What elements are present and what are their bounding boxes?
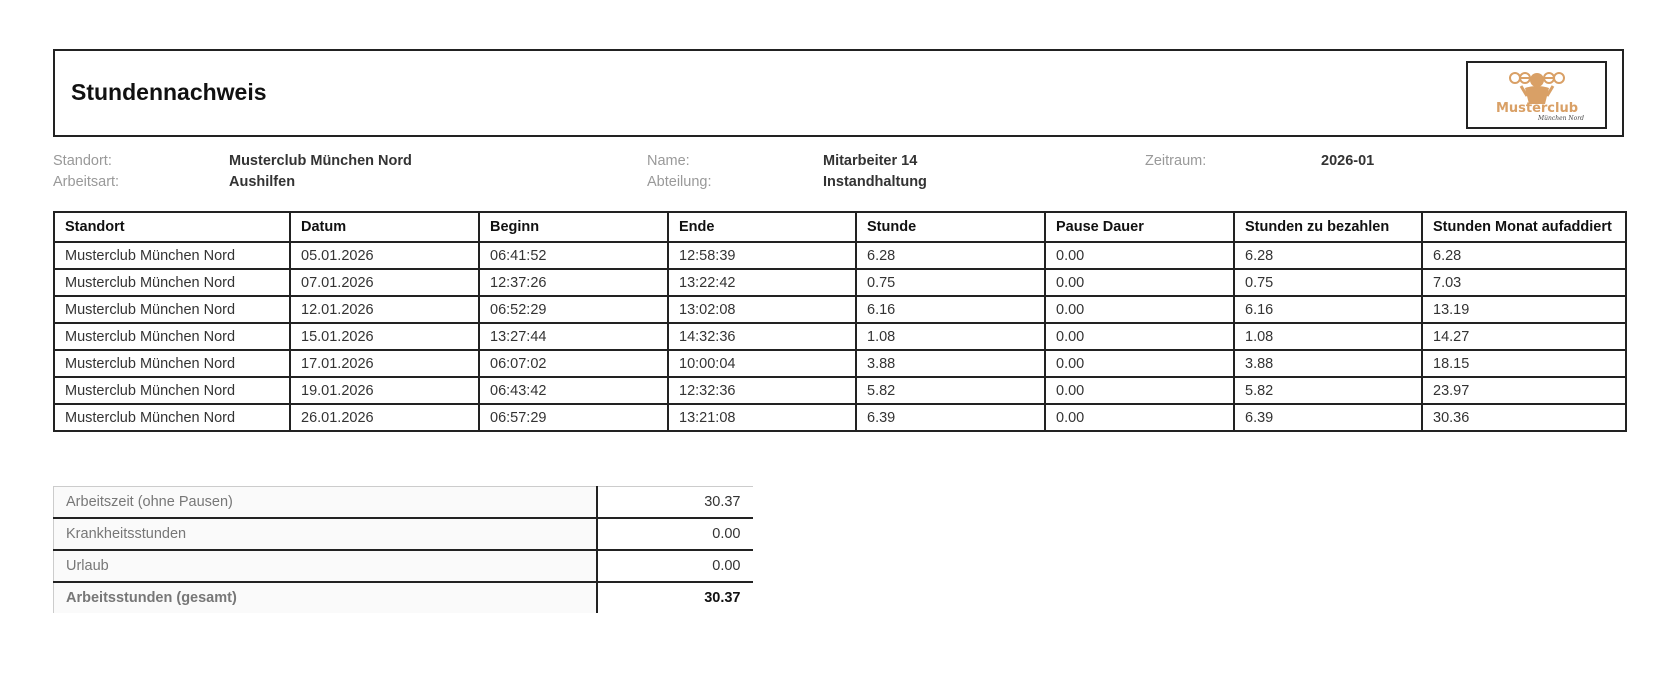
summary-row [54,550,753,582]
summary-label: Arbeitszeit (ohne Pausen) [54,487,597,519]
table-cell: 6.39 [1234,404,1422,431]
table-cell: 14.27 [1422,323,1626,350]
table-row [54,404,1626,431]
table-cell: 06:52:29 [479,296,668,323]
table-cell: 0.00 [1045,269,1234,296]
table-cell: 12.01.2026 [290,296,479,323]
table-cell: Musterclub München Nord [54,377,290,404]
summary-row [54,518,753,550]
table-cell: 18.15 [1422,350,1626,377]
table-cell: 0.75 [856,269,1045,296]
table-cell: 30.36 [1422,404,1626,431]
column-header-stunden-zu-bezahlen: Stunden zu bezahlen [1234,212,1422,242]
table-cell: 0.00 [1045,242,1234,269]
table-cell: 5.82 [1234,377,1422,404]
column-header-stunden-monat-aufaddiert: Stunden Monat aufaddiert [1422,212,1626,242]
table-cell: 0.00 [1045,350,1234,377]
table-cell: Musterclub München Nord [54,296,290,323]
table-cell: 7.03 [1422,269,1626,296]
table-cell: 13:22:42 [668,269,856,296]
arbeitsart-value: Aushilfen [229,174,296,190]
table-cell: 17.01.2026 [290,350,479,377]
svg-text:München Nord: München Nord [1537,115,1584,122]
table-cell: 6.39 [856,404,1045,431]
column-header-pause-dauer: Pause Dauer [1045,212,1234,242]
club-logo [1466,61,1607,129]
table-cell: 6.16 [856,296,1045,323]
summary-total-row [54,582,753,613]
name-value: Mitarbeiter 14 [823,153,918,169]
table-cell: Musterclub München Nord [54,404,290,431]
summary-row [54,487,753,519]
abteilung-value: Instandhaltung [823,174,927,190]
zeitraum-value: 2026-01 [1321,153,1375,169]
column-header-stunde: Stunde [856,212,1045,242]
table-cell: 0.75 [1234,269,1422,296]
table-row [54,350,1626,377]
table-cell: 13:02:08 [668,296,856,323]
table-cell: 13:27:44 [479,323,668,350]
table-header-row [54,212,1626,242]
table-cell: 23.97 [1422,377,1626,404]
table-cell: 12:37:26 [479,269,668,296]
hours-table [53,211,1627,432]
table-cell: Musterclub München Nord [54,269,290,296]
svg-text:Musterclub: Musterclub [1495,101,1578,116]
summary-label: Urlaub [54,550,597,582]
table-cell: 12:58:39 [668,242,856,269]
musterclub-logo-icon [1477,66,1597,124]
table-cell: 06:41:52 [479,242,668,269]
table-row [54,242,1626,269]
table-cell: 0.00 [1045,404,1234,431]
column-header-datum: Datum [290,212,479,242]
column-header-beginn: Beginn [479,212,668,242]
table-cell: 15.01.2026 [290,323,479,350]
table-row [54,377,1626,404]
column-header-standort: Standort [54,212,290,242]
table-cell: 6.28 [856,242,1045,269]
summary-value: 0.00 [597,518,753,550]
table-row [54,323,1626,350]
table-cell: 6.28 [1234,242,1422,269]
table-cell: 0.00 [1045,377,1234,404]
table-cell: 10:00:04 [668,350,856,377]
table-cell: 12:32:36 [668,377,856,404]
table-cell: 3.88 [856,350,1045,377]
table-cell: 26.01.2026 [290,404,479,431]
table-cell: 13:21:08 [668,404,856,431]
summary-label: Krankheitsstunden [54,518,597,550]
arbeitsart-label: Arbeitsart: [53,174,120,190]
table-cell: 06:43:42 [479,377,668,404]
table-cell: Musterclub München Nord [54,323,290,350]
table-cell: 1.08 [856,323,1045,350]
standort-value: Musterclub München Nord [229,153,412,169]
table-cell: 0.00 [1045,323,1234,350]
table-cell: 19.01.2026 [290,377,479,404]
report-header [53,49,1624,137]
table-cell: 13.19 [1422,296,1626,323]
table-row [54,296,1626,323]
table-cell: 05.01.2026 [290,242,479,269]
zeitraum-label: Zeitraum: [1145,153,1207,169]
table-cell: 1.08 [1234,323,1422,350]
table-cell: 6.28 [1422,242,1626,269]
name-label: Name: [647,153,690,169]
table-cell: 14:32:36 [668,323,856,350]
summary-value: 0.00 [597,550,753,582]
table-cell: 3.88 [1234,350,1422,377]
summary-total-value: 30.37 [597,582,753,613]
table-cell: 07.01.2026 [290,269,479,296]
summary-total-label: Arbeitsstunden (gesamt) [54,582,597,613]
table-cell: Musterclub München Nord [54,350,290,377]
table-cell: 6.16 [1234,296,1422,323]
page-title: Stundennachweis [71,79,267,105]
table-cell: 06:07:02 [479,350,668,377]
table-row [54,269,1626,296]
column-header-ende: Ende [668,212,856,242]
table-cell: Musterclub München Nord [54,242,290,269]
table-cell: 5.82 [856,377,1045,404]
table-cell: 06:57:29 [479,404,668,431]
table-cell: 0.00 [1045,296,1234,323]
abteilung-label: Abteilung: [647,174,712,190]
summary-table [53,486,753,613]
summary-value: 30.37 [597,487,753,519]
standort-label: Standort: [53,153,112,169]
